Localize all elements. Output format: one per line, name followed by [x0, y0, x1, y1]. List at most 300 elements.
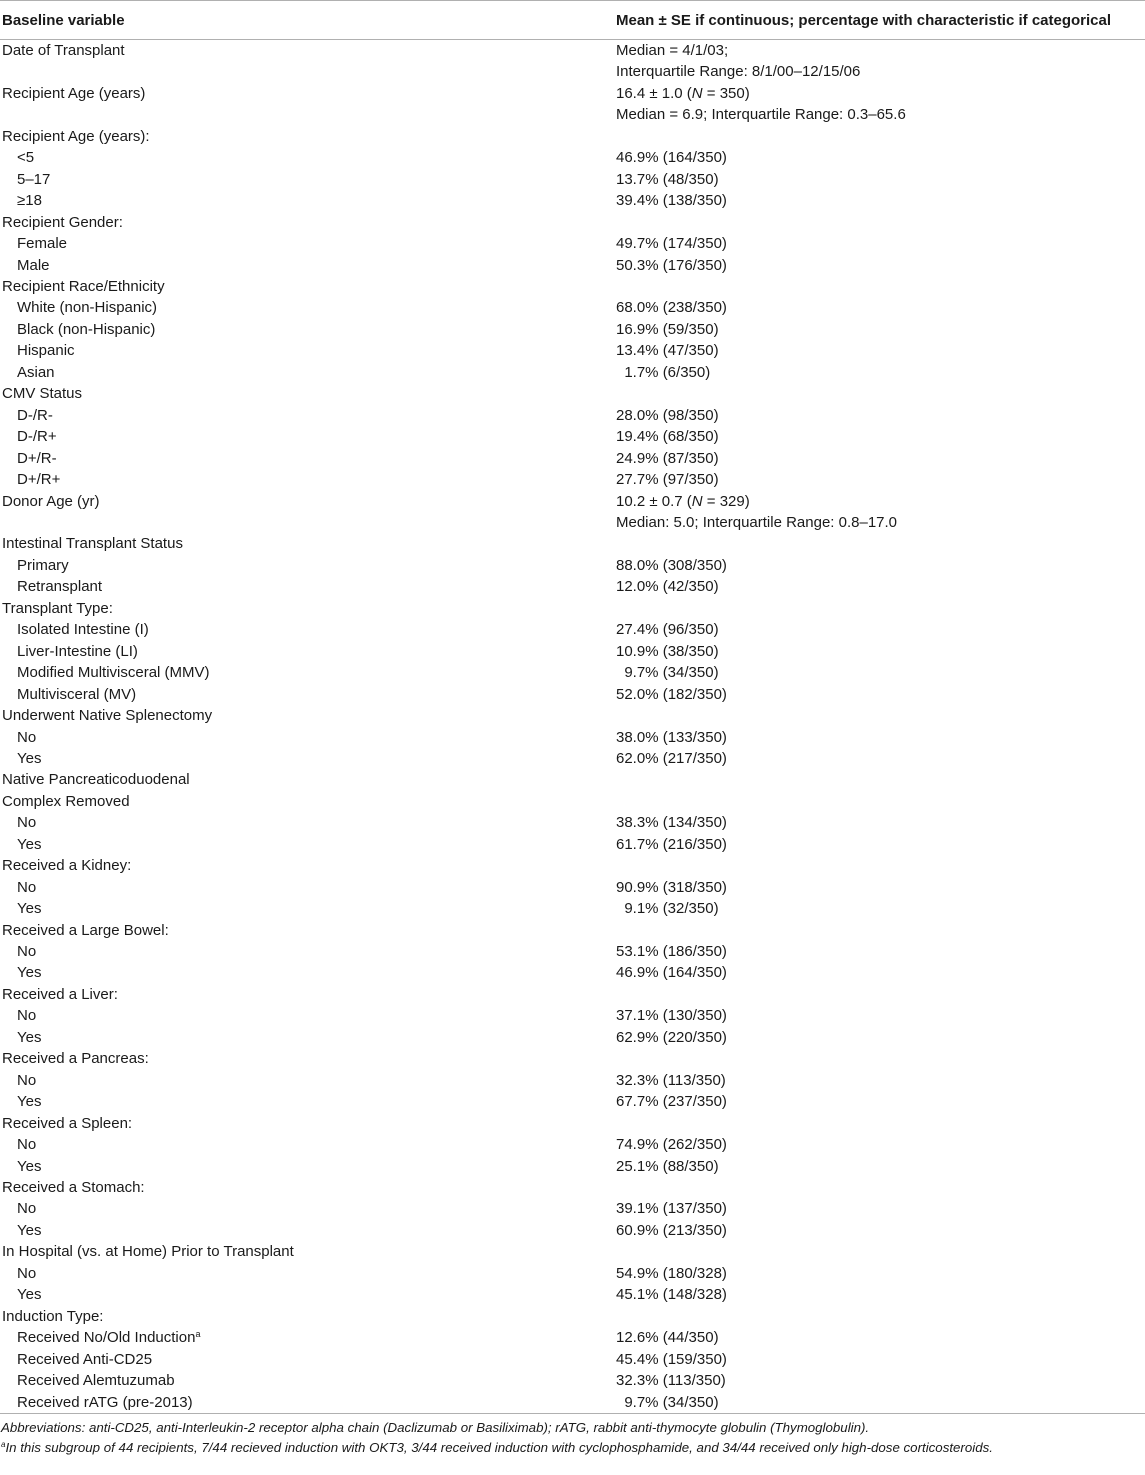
statistic-cell — [615, 212, 1145, 233]
table-row — [0, 1241, 1145, 1262]
table-row — [0, 533, 1145, 554]
statistic-cell — [615, 83, 1145, 104]
statistic-cell — [615, 1005, 1145, 1026]
table-row — [0, 448, 1145, 469]
statistic-cell — [615, 662, 1145, 683]
variable-label: Recipient Age (years) — [2, 84, 146, 102]
table-row — [0, 512, 1145, 533]
statistic-cell — [615, 448, 1145, 469]
variable-cell — [0, 426, 615, 447]
statistic-cell — [615, 1070, 1145, 1091]
table-row — [0, 61, 1145, 82]
variable-label: Date of Transplant — [2, 42, 125, 59]
statistic-cell — [615, 1048, 1145, 1069]
statistic-value: 62.9% (220/350) — [616, 1028, 727, 1046]
variable-label: D+/R+ — [17, 471, 61, 489]
statistic-value: 38.3% (134/350) — [616, 814, 727, 832]
table-row — [0, 126, 1145, 147]
table-row — [0, 1284, 1145, 1305]
statistic-cell — [615, 791, 1145, 812]
table-row — [0, 1220, 1145, 1241]
statistic-value: 46.9% (164/350) — [616, 964, 727, 982]
variable-label: Complex Removed — [2, 792, 130, 810]
table-row — [0, 319, 1145, 340]
statistic-value: 16.9% (59/350) — [616, 320, 719, 338]
table-row — [0, 1048, 1145, 1069]
table-row — [0, 1156, 1145, 1177]
variable-cell — [0, 1156, 615, 1177]
variable-cell — [0, 662, 615, 683]
column-header-statistic: Mean ± SE if continuous; percentage with characteristic if categorical — [615, 1, 1145, 40]
table-row — [0, 769, 1145, 790]
variable-cell — [0, 1113, 615, 1134]
statistic-value: 13.4% (47/350) — [616, 342, 719, 360]
table-body — [0, 40, 1145, 1414]
statistic-cell — [615, 126, 1145, 147]
variable-label: D-/R- — [17, 406, 53, 424]
variable-cell — [0, 791, 615, 812]
statistic-cell — [615, 1113, 1145, 1134]
footnote-marker: a — [1, 1440, 6, 1449]
variable-label: Induction Type: — [2, 1307, 104, 1325]
variable-cell — [0, 255, 615, 276]
variable-label: Intestinal Transplant Status — [2, 535, 183, 553]
variable-cell — [0, 1220, 615, 1241]
statistic-value: 38.0% (133/350) — [616, 728, 727, 746]
table-row — [0, 1392, 1145, 1414]
statistic-value: Interquartile Range: 8/1/00–12/15/06 — [616, 63, 861, 81]
statistic-cell — [615, 1263, 1145, 1284]
variable-cell — [0, 598, 615, 619]
statistic-value: 88.0% (308/350) — [616, 556, 727, 574]
statistic-value: 45.1% (148/328) — [616, 1286, 727, 1304]
variable-label: White (non-Hispanic) — [17, 299, 158, 317]
variable-label: Yes — [17, 1221, 42, 1239]
table-row — [0, 576, 1145, 597]
table-row — [0, 962, 1145, 983]
variable-label: Received a Spleen: — [2, 1114, 133, 1132]
variable-label: Received a Pancreas: — [2, 1050, 149, 1068]
statistic-cell — [615, 1306, 1145, 1327]
statistic-cell — [615, 1241, 1145, 1262]
table-row — [0, 984, 1145, 1005]
variable-label: Native Pancreaticoduodenal — [2, 771, 190, 789]
variable-label: Received Anti-CD25 — [17, 1350, 153, 1368]
variable-cell — [0, 1306, 615, 1327]
variable-cell — [0, 212, 615, 233]
variable-cell — [0, 920, 615, 941]
table-row — [0, 1349, 1145, 1370]
variable-cell — [0, 340, 615, 361]
variable-label: Yes — [17, 900, 42, 918]
variable-cell — [0, 1091, 615, 1112]
table-row — [0, 469, 1145, 490]
variable-cell — [0, 834, 615, 855]
variable-label: Yes — [17, 835, 42, 853]
table-row — [0, 1113, 1145, 1134]
table-row — [0, 1005, 1145, 1026]
statistic-cell — [615, 1177, 1145, 1198]
variable-cell — [0, 61, 615, 82]
statistic-cell — [615, 276, 1145, 297]
variable-cell — [0, 1027, 615, 1048]
table-row — [0, 555, 1145, 576]
statistic-value: 67.7% (237/350) — [616, 1093, 727, 1111]
table-row — [0, 684, 1145, 705]
statistic-value: Median: 5.0; Interquartile Range: 0.8–17.0 — [616, 513, 898, 531]
statistic-cell — [615, 769, 1145, 790]
variable-label: Donor Age (yr) — [2, 492, 100, 510]
table-row — [0, 1306, 1145, 1327]
variable-label: Yes — [17, 1093, 42, 1111]
variable-label: No — [17, 814, 37, 832]
statistic-cell — [615, 340, 1145, 361]
statistic-value: Median = 4/1/03; — [616, 42, 729, 59]
variable-label: No — [17, 943, 37, 961]
footnote-a — [1, 1438, 1145, 1458]
statistic-cell — [615, 877, 1145, 898]
statistic-cell — [615, 941, 1145, 962]
table-row — [0, 641, 1145, 662]
variable-cell — [0, 705, 615, 726]
statistic-value: 49.7% (174/350) — [616, 235, 727, 253]
variable-cell — [0, 1070, 615, 1091]
table-row — [0, 1198, 1145, 1219]
table-row — [0, 426, 1145, 447]
table-row — [0, 877, 1145, 898]
variable-label: Received rATG (pre-2013) — [17, 1393, 193, 1411]
variable-label: Retransplant — [17, 578, 103, 596]
variable-label: <5 — [17, 149, 35, 167]
statistic-value: 10.9% (38/350) — [616, 642, 719, 660]
statistic-cell — [615, 147, 1145, 168]
variable-label: No — [17, 1264, 37, 1282]
variable-label: Yes — [17, 1286, 42, 1304]
variable-label: Liver-Intestine (LI) — [17, 642, 138, 660]
statistic-value: 90.9% (318/350) — [616, 878, 727, 896]
statistic-value: 27.7% (97/350) — [616, 471, 719, 489]
statistic-cell — [615, 1370, 1145, 1391]
variable-label: Received a Liver: — [2, 985, 118, 1003]
statistic-value: 62.0% (217/350) — [616, 749, 727, 767]
statistic-cell — [615, 598, 1145, 619]
statistic-cell — [615, 984, 1145, 1005]
variable-cell — [0, 104, 615, 125]
variable-label: Hispanic — [17, 342, 75, 360]
table-row — [0, 705, 1145, 726]
footnote-marker: a — [195, 1329, 201, 1340]
statistic-cell — [615, 297, 1145, 318]
variable-label: Yes — [17, 749, 42, 767]
variable-label: Received a Stomach: — [2, 1179, 145, 1197]
statistic-cell — [615, 190, 1145, 211]
variable-label: Isolated Intestine (I) — [17, 621, 149, 639]
statistic-value: 50.3% (176/350) — [616, 256, 727, 274]
variable-cell — [0, 1327, 615, 1348]
statistic-cell — [615, 1091, 1145, 1112]
variable-cell — [0, 448, 615, 469]
statistic-value: 52.0% (182/350) — [616, 685, 727, 703]
variable-cell — [0, 405, 615, 426]
variable-label: No — [17, 1200, 37, 1218]
variable-label: D+/R- — [17, 449, 57, 467]
statistic-cell — [615, 255, 1145, 276]
variable-cell — [0, 297, 615, 318]
statistic-cell — [615, 855, 1145, 876]
table-row — [0, 855, 1145, 876]
variable-cell — [0, 383, 615, 404]
variable-label: Received No/Old Induction — [17, 1329, 196, 1347]
statistic-cell — [615, 555, 1145, 576]
table-row — [0, 340, 1145, 361]
statistic-value: 19.4% (68/350) — [616, 428, 719, 446]
statistic-value: 39.1% (137/350) — [616, 1200, 727, 1218]
statistic-cell — [615, 1392, 1145, 1414]
variable-cell — [0, 855, 615, 876]
table-row — [0, 491, 1145, 512]
variable-label: No — [17, 1071, 37, 1089]
statistic-cell — [615, 405, 1145, 426]
statistic-value: 60.9% (213/350) — [616, 1221, 727, 1239]
statistic-value: 39.4% (138/350) — [616, 192, 727, 210]
variable-label: Modified Multivisceral (MMV) — [17, 664, 210, 682]
statistic-value: 9.1% (32/350) — [616, 900, 719, 918]
statistic-value: 46.9% (164/350) — [616, 149, 727, 167]
statistic-cell — [615, 705, 1145, 726]
variable-cell — [0, 512, 615, 533]
table-row — [0, 297, 1145, 318]
variable-label: Asian — [17, 363, 55, 381]
statistic-cell — [615, 61, 1145, 82]
statistic-cell — [615, 362, 1145, 383]
variable-cell — [0, 469, 615, 490]
statistic-cell — [615, 641, 1145, 662]
statistic-cell — [615, 962, 1145, 983]
table-row — [0, 662, 1145, 683]
statistic-cell — [615, 1284, 1145, 1305]
variable-cell — [0, 769, 615, 790]
statistic-cell — [615, 319, 1145, 340]
table-row — [0, 920, 1145, 941]
statistic-value: 74.9% (262/350) — [616, 1136, 727, 1154]
variable-cell — [0, 1284, 615, 1305]
table-row — [0, 748, 1145, 769]
table-row — [0, 233, 1145, 254]
statistic-value: 61.7% (216/350) — [616, 835, 727, 853]
variable-cell — [0, 319, 615, 340]
statistic-cell — [615, 491, 1145, 512]
table-row — [0, 1370, 1145, 1391]
variable-cell — [0, 1134, 615, 1155]
table-row — [0, 598, 1145, 619]
statistic-cell — [615, 898, 1145, 919]
variable-cell — [0, 83, 615, 104]
column-header-variable: Baseline variable — [0, 1, 615, 40]
variable-label: Yes — [17, 1157, 42, 1175]
table-row — [0, 383, 1145, 404]
variable-label: 5–17 — [17, 170, 51, 188]
statistic-cell — [615, 1156, 1145, 1177]
table-row — [0, 405, 1145, 426]
variable-cell — [0, 233, 615, 254]
variable-cell — [0, 962, 615, 983]
variable-label: ≥18 — [17, 192, 42, 210]
table-row — [0, 104, 1145, 125]
table-row — [0, 212, 1145, 233]
statistic-value: 16.4 ± 1.0 (N = 350) — [616, 84, 750, 102]
statistic-value: 12.6% (44/350) — [616, 1329, 719, 1347]
table-row — [0, 1177, 1145, 1198]
variable-label: D-/R+ — [17, 428, 57, 446]
variable-cell — [0, 1392, 615, 1414]
statistic-cell — [615, 233, 1145, 254]
statistic-value: 25.1% (88/350) — [616, 1157, 719, 1175]
table-footnotes — [0, 1414, 1145, 1458]
variable-label: Recipient Race/Ethnicity — [2, 277, 165, 295]
table-row — [0, 812, 1145, 833]
statistic-cell — [615, 104, 1145, 125]
table-row — [0, 1134, 1145, 1155]
variable-cell — [0, 576, 615, 597]
variable-label: Transplant Type: — [2, 599, 113, 617]
statistic-cell — [615, 1198, 1145, 1219]
statistic-cell — [615, 727, 1145, 748]
table-row — [0, 255, 1145, 276]
variable-label: No — [17, 1136, 37, 1154]
statistic-cell — [615, 684, 1145, 705]
variable-label: Yes — [17, 1028, 42, 1046]
statistic-cell — [615, 533, 1145, 554]
variable-cell — [0, 555, 615, 576]
table-row — [0, 619, 1145, 640]
table-row — [0, 1263, 1145, 1284]
statistic-value: 28.0% (98/350) — [616, 406, 719, 424]
variable-label: No — [17, 1007, 37, 1025]
statistic-value: 9.7% (34/350) — [616, 664, 719, 682]
statistic-value: 24.9% (87/350) — [616, 449, 719, 467]
footnote-text: In this subgroup of 44 recipients, 7/44 recieved induction with OKT3, 3/44 received induction with cyclophosphamide, and 34/44 received only high-dose corticosteroids. — [5, 1440, 993, 1455]
statistic-cell — [615, 512, 1145, 533]
statistic-cell — [615, 169, 1145, 190]
table-row — [0, 1091, 1145, 1112]
statistic-value: 1.7% (6/350) — [616, 363, 711, 381]
variable-cell — [0, 362, 615, 383]
variable-cell — [0, 984, 615, 1005]
variable-cell — [0, 1370, 615, 1391]
statistic-value: 53.1% (186/350) — [616, 943, 727, 961]
variable-cell — [0, 491, 615, 512]
table-row — [0, 169, 1145, 190]
variable-cell — [0, 898, 615, 919]
statistic-cell — [615, 576, 1145, 597]
variable-label: Black (non-Hispanic) — [17, 320, 156, 338]
variable-cell — [0, 190, 615, 211]
table-row — [0, 727, 1145, 748]
statistic-value: 9.7% (34/350) — [616, 1393, 719, 1411]
statistic-cell — [615, 812, 1145, 833]
variable-cell — [0, 147, 615, 168]
statistic-value: 32.3% (113/350) — [616, 1071, 726, 1089]
table-row — [0, 276, 1145, 297]
statistic-value: Median = 6.9; Interquartile Range: 0.3–65.6 — [616, 106, 906, 124]
statistic-cell — [615, 469, 1145, 490]
statistic-cell — [615, 748, 1145, 769]
statistic-cell — [615, 619, 1145, 640]
variable-cell — [0, 619, 615, 640]
variable-cell — [0, 1241, 615, 1262]
table-row — [0, 40, 1145, 62]
statistic-cell — [615, 40, 1145, 62]
statistic-cell — [615, 1134, 1145, 1155]
variable-cell — [0, 1198, 615, 1219]
statistic-value: 13.7% (48/350) — [616, 170, 719, 188]
variable-cell — [0, 641, 615, 662]
variable-cell — [0, 877, 615, 898]
variable-label: Received Alemtuzumab — [17, 1372, 175, 1390]
table-row — [0, 834, 1145, 855]
variable-label: Multivisceral (MV) — [17, 685, 137, 703]
statistic-cell — [615, 1327, 1145, 1348]
statistic-value: 27.4% (96/350) — [616, 621, 719, 639]
table-row — [0, 1070, 1145, 1091]
variable-cell — [0, 533, 615, 554]
table-row — [0, 190, 1145, 211]
statistic-cell — [615, 383, 1145, 404]
statistic-cell — [615, 1027, 1145, 1048]
statistic-cell — [615, 1220, 1145, 1241]
variable-cell — [0, 748, 615, 769]
variable-cell — [0, 941, 615, 962]
statistic-cell — [615, 834, 1145, 855]
table-header-row — [0, 1, 1145, 40]
variable-cell — [0, 684, 615, 705]
variable-label: Female — [17, 235, 68, 253]
variable-cell — [0, 727, 615, 748]
statistic-cell — [615, 426, 1145, 447]
variable-cell — [0, 1263, 615, 1284]
variable-label: Received a Large Bowel: — [2, 921, 169, 939]
statistic-cell — [615, 920, 1145, 941]
variable-cell — [0, 1177, 615, 1198]
table-row — [0, 362, 1145, 383]
variable-cell — [0, 169, 615, 190]
statistic-value: 32.3% (113/350) — [616, 1372, 726, 1390]
statistic-cell — [615, 1349, 1145, 1370]
variable-label: CMV Status — [2, 385, 83, 403]
variable-label: Underwent Native Splenectomy — [2, 707, 213, 725]
table-row — [0, 147, 1145, 168]
variable-cell — [0, 1048, 615, 1069]
statistic-value: 37.1% (130/350) — [616, 1007, 727, 1025]
variable-label: No — [17, 878, 37, 896]
variable-label: No — [17, 728, 37, 746]
table-row — [0, 1327, 1145, 1348]
statistic-value: 68.0% (238/350) — [616, 299, 727, 317]
table-row — [0, 898, 1145, 919]
variable-cell — [0, 1349, 615, 1370]
table-row — [0, 1027, 1145, 1048]
variable-cell — [0, 812, 615, 833]
statistic-value: 10.2 ± 0.7 (N = 329) — [616, 492, 750, 510]
statistic-value: 54.9% (180/328) — [616, 1264, 727, 1282]
variable-label: Primary — [17, 556, 69, 574]
variable-cell — [0, 1005, 615, 1026]
variable-label: Received a Kidney: — [2, 857, 132, 875]
table-row — [0, 791, 1145, 812]
abbreviations-note: Abbreviations: anti-CD25, anti-Interleukin-2 receptor alpha chain (Daclizumab or Basiliximab); rATG, rabbit anti-thymocyte globulin (Thymoglobulin). — [1, 1420, 870, 1435]
variable-label: Male — [17, 256, 50, 274]
variable-label: In Hospital (vs. at Home) Prior to Transplant — [2, 1243, 294, 1261]
